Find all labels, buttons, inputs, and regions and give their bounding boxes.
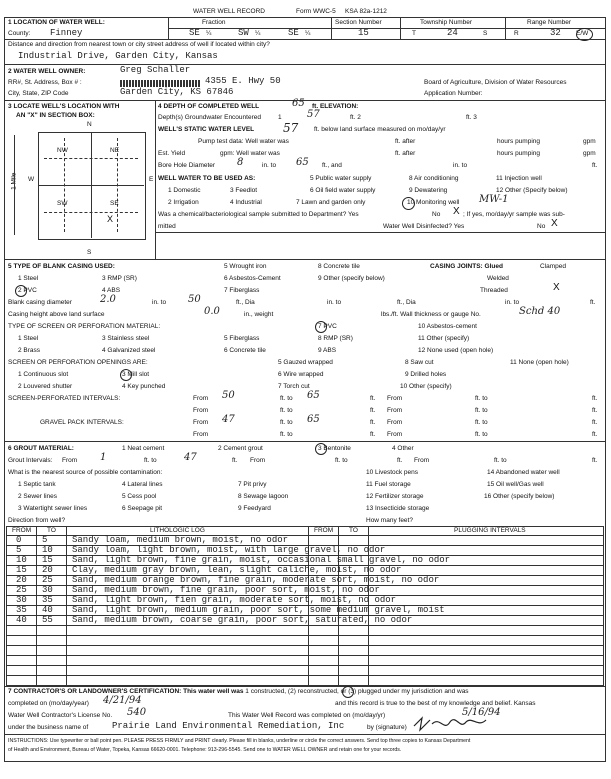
mile-label: 1 Mile [10, 172, 18, 190]
perf-label: SCREEN OR PERFORATION OPENINGS ARE: [8, 359, 148, 366]
pump-hours: hours pumping [497, 138, 540, 145]
screen-label: TYPE OF SCREEN OR PERFORATION MATERIAL: [8, 323, 161, 330]
grout-to-label-2: ft. to [335, 457, 348, 464]
disinfected-label: Water Well Disinfected? Yes [383, 223, 465, 230]
chem-no-mark: X [453, 206, 460, 217]
contam-16: 16 Other (specify below) [484, 493, 555, 500]
log-from: 5 [16, 545, 22, 555]
weight-label: in., weight [244, 311, 274, 318]
sec1-title: LOCATION OF WATER WELL: [13, 19, 105, 26]
sec6-label [8, 446, 74, 453]
gp-to-label-3: ft. to [280, 431, 293, 438]
grout-label: GROUT MATERIAL: [13, 445, 74, 452]
sec4-depth-label [158, 104, 259, 111]
sec3-number: 3 [8, 103, 12, 110]
log-header-plugging: PLUGGING INTERVALS [454, 527, 526, 534]
quarter-1: ¼ [206, 30, 212, 37]
contam-15: 15 Oil well/Gas well [487, 481, 544, 488]
gp-to-label-2: ft. to [475, 419, 488, 426]
signature-label: by (signature) [367, 724, 407, 731]
instructions-line-2: of Health and Environment, Bureau of Water, Topeka, Kansas 66620-0001. Telephone: 913-296-5545. Send one to WATER WELL OWNER and retain one for your records. [8, 747, 402, 753]
log-from: 40 [16, 615, 27, 625]
gp-to-value: 65 [307, 414, 320, 425]
sp-to-label-4: ft. to [475, 407, 488, 414]
depth-label: DEPTH OF COMPLETED WELL [163, 103, 260, 110]
south-label: S [87, 249, 92, 256]
casing-dia-value: 2.0 [100, 294, 116, 305]
screen-5: 5 Fiberglass [224, 335, 260, 342]
contam-9: 9 Feedyard [238, 505, 271, 512]
license-value: 540 [127, 707, 147, 718]
contam-label: What is the nearest source of possible contamination: [8, 469, 163, 476]
sec1-number: 1 [8, 19, 12, 26]
casing-label: TYPE OF BLANK CASING USED: [13, 263, 115, 270]
address-redaction [120, 80, 200, 87]
log-to: 25 [42, 575, 53, 585]
owner-name: Greg Schaller [120, 65, 191, 75]
grout-intervals-label: Grout Intervals: [8, 457, 53, 464]
use-4: 4 Industrial [230, 199, 262, 206]
bore-to-value: 65 [296, 157, 309, 168]
distance-label: Distance and direction from nearest town or city street address of well if located within city? [8, 41, 270, 48]
township-prefix: T [412, 30, 416, 37]
log-header-to: TO [47, 527, 56, 534]
gw1-value: 57 [307, 109, 320, 120]
mitted-label: mitted [158, 223, 176, 230]
static-label: WELL'S STATIC WATER LEVEL [158, 126, 255, 133]
city-label: City, State, ZIP Code [8, 90, 69, 97]
perf-4: 4 Key punched [122, 383, 166, 390]
cert-circle [342, 686, 354, 698]
groundwater-label: Depth(s) Groundwater Encountered [158, 114, 261, 121]
sp-from-label: From [193, 395, 209, 402]
threaded-mark: X [553, 282, 560, 293]
north-label: N [87, 121, 92, 128]
casing-8: 8 Concrete tile [318, 263, 360, 270]
casing-ft: ft. [590, 299, 596, 306]
log-description: Sand, light brown, fien grain, moderate sort, moist, no odor [72, 595, 397, 605]
nw-label: NW [57, 147, 68, 154]
gp-ft-4: ft. [592, 431, 598, 438]
use-6: 6 Oil field water supply [310, 187, 376, 194]
lithologic-log [6, 526, 604, 686]
completed-value: 4/21/94 [103, 695, 142, 706]
grout-3: 3 Bentonite [318, 445, 351, 452]
log-row-line [6, 665, 604, 666]
casing-ft-dia: ft., Dia [236, 299, 255, 306]
record-label: This Water Well Record was completed on (mo/day/yr) [228, 712, 386, 719]
pump-gpm: gpm [583, 138, 596, 145]
cert-tail: and this record is true to the best of my knowledge and belief. Kansas [335, 700, 536, 707]
screen-11: 11 Other (specify) [418, 335, 470, 342]
use-11: 11 Injection well [496, 175, 542, 182]
perf-1: 1 Continuous slot [18, 371, 69, 378]
gp-to-label: ft. to [280, 419, 293, 426]
joints-welded: Welded [487, 275, 509, 282]
screen-12: 12 None used (open hole) [418, 347, 494, 354]
contam-7: 7 Pit privy [238, 481, 267, 488]
screen-7: 7 PVC [318, 323, 337, 330]
casing-2-circle [15, 285, 27, 297]
use-10-circle [402, 197, 415, 210]
direction-label: Direction from well? [8, 517, 66, 524]
yield-gpm: gpm: Well water was [220, 150, 280, 157]
record-date: 5/16/94 [462, 707, 501, 718]
gp-from-label-3: From [193, 431, 209, 438]
board-label: Board of Agriculture, Division of Water Resources [424, 79, 567, 86]
log-to: 20 [42, 565, 53, 575]
screen-2: 2 Brass [18, 347, 41, 354]
chem-rest: ; If yes, mo/day/yr sample was sub- [463, 211, 565, 218]
casing-ft-dia-2: ft., Dia [397, 299, 416, 306]
township-value: 24 [447, 28, 458, 38]
grout-from-label-3: From [414, 457, 430, 464]
casing-in-to-3: in. to [505, 299, 520, 306]
sp-to-label-2: ft. to [475, 395, 488, 402]
log-header-from-2: FROM [314, 527, 334, 534]
contam-8: 8 Sewage lagoon [238, 493, 289, 500]
sp-to-label: ft. to [280, 395, 293, 402]
contam-5: 5 Cess pool [122, 493, 157, 500]
bore-in-to: in. to [453, 162, 468, 169]
chem-label: Was a chemical/bacteriological sample submitted to Department? Yes [158, 211, 359, 218]
use-10: 10 Monitoring well [407, 199, 460, 206]
application-label: Application Number: [424, 90, 483, 97]
grout-ft: ft. [232, 457, 238, 464]
bore-rest: ft., and [322, 162, 342, 169]
gp-ft-2: ft. [592, 419, 598, 426]
use-3: 3 Feedlot [230, 187, 258, 194]
perf-9: 9 Drilled holes [405, 371, 447, 378]
depth-value: 65 [292, 98, 305, 109]
county-label: County: [8, 30, 31, 37]
perf-5: 5 Gauzed wrapped [278, 359, 333, 366]
perf-6: 6 Wire wrapped [278, 371, 324, 378]
grout-ft-3: ft. [592, 457, 598, 464]
sec3-label [8, 104, 119, 111]
monitoring-well-id: MW-1 [479, 194, 509, 205]
perf-3-circle [120, 369, 132, 381]
contam-3: 3 Watertight sewer lines [18, 505, 88, 512]
gp-ft-3: ft. [370, 431, 376, 438]
perf-3: 3 Mill slot [122, 371, 150, 378]
log-to: 40 [42, 605, 53, 615]
gp-from-value: 47 [222, 414, 235, 425]
joints-threaded: Threaded [480, 287, 508, 294]
log-header-lithology: LITHOLOGIC LOG [150, 527, 205, 534]
log-to: 30 [42, 585, 53, 595]
township-label: Township Number [420, 19, 473, 26]
grout-4: 4 Other [392, 445, 414, 452]
log-row-line [6, 675, 604, 676]
casing-3: 3 RMP (SR) [102, 275, 137, 282]
sp-ft-4: ft. [592, 407, 598, 414]
county-value: Finney [50, 28, 83, 38]
log-description: Sand, light brown, fine grain, moist, occasional small gravel, no odor [72, 555, 451, 565]
range-prefix: R [514, 30, 519, 37]
log-to: 5 [42, 535, 48, 545]
sec5-label [8, 264, 115, 271]
cert-rest: constructed, (2) reconstructed, or (3) plugged under my jurisdiction and was [250, 688, 469, 695]
perf-10: 10 Other (specify) [400, 383, 452, 390]
grout-to-label: ft. to [144, 457, 157, 464]
height-label: Casing height above land surface [8, 311, 105, 318]
joints-clamped: Clamped [540, 263, 567, 270]
log-from: 35 [16, 605, 27, 615]
screen-9: 9 ABS [318, 347, 337, 354]
casing-in-to-2: in. to [327, 299, 342, 306]
grout-to-value: 47 [184, 452, 197, 463]
joints-label: CASING JOINTS: Glued [430, 263, 503, 270]
quarter-3: ¼ [305, 30, 311, 37]
grout-to-label-3: ft. to [494, 457, 507, 464]
grout-from-label-2: From [250, 457, 266, 464]
contam-1: 1 Septic tank [18, 481, 56, 488]
perf-11: 11 None (open hole) [510, 359, 569, 366]
yield-label: Est. Yield [158, 150, 186, 157]
casing-7: 7 Fiberglass [224, 287, 260, 294]
cert-num: 1 [245, 688, 249, 695]
quarter-2: ¼ [255, 30, 261, 37]
contam-14: 14 Abandoned water well [487, 469, 560, 476]
screen-intervals-label: SCREEN-PERFORATED INTERVALS: [8, 395, 121, 402]
contam-13: 13 Insecticide storage [366, 505, 430, 512]
fraction-2: SW [238, 28, 249, 38]
log-to: 55 [42, 615, 53, 625]
screen-6: 6 Concrete tile [224, 347, 266, 354]
sec7-cert-line [8, 689, 469, 696]
sp-ft: ft. [370, 395, 376, 402]
well-location-mark: X [107, 214, 114, 224]
sp-from-label-4: From [387, 407, 403, 414]
log-description: Sand, light brown, medium grain, poor sort, some medium gravel, moist [72, 605, 445, 615]
east-west: E/W [576, 30, 589, 37]
grout-from-value: 1 [100, 452, 107, 463]
sec2-number: 2 [8, 68, 12, 75]
casing-1: 1 Steel [18, 275, 39, 282]
grout-3-circle [315, 443, 327, 455]
yield-gpm-2: gpm [583, 150, 596, 157]
sp-from-value: 50 [222, 390, 235, 401]
log-row-line [6, 655, 604, 656]
pump-after: ft. after [395, 138, 416, 145]
chem-no: No [432, 211, 441, 218]
address-label: RR#, St. Address, Box # : [8, 79, 82, 86]
gw1-number: 1 [278, 114, 282, 121]
gp-from-label-4: From [387, 431, 403, 438]
log-row-line [6, 645, 604, 646]
range-label: Range Number [527, 19, 572, 26]
log-description: Sandy loam, medium brown, moist, no odor [72, 535, 289, 545]
bore-value: 8 [237, 157, 244, 168]
township-suffix: S [483, 30, 488, 37]
contam-10: 10 Livestock pens [366, 469, 419, 476]
height-value: 0.0 [204, 306, 220, 317]
casing-9: 9 Other (specify below) [318, 275, 385, 282]
address-value: 4355 E. Hwy 50 [205, 76, 281, 86]
signature-image [410, 712, 490, 736]
east-label: E [149, 176, 154, 183]
grout-ft-2: ft. [397, 457, 403, 464]
contam-2: 2 Sewer lines [18, 493, 58, 500]
bore-ft: ft. [592, 162, 598, 169]
section-box [38, 132, 146, 240]
sec5-number: 5 [8, 263, 12, 270]
gauge-value: Schd 40 [519, 306, 561, 317]
sp-from-label-3: From [193, 407, 209, 414]
casing-4: 4 ABS [102, 287, 121, 294]
elevation-label: ft. ELEVATION: [312, 103, 359, 110]
screen-10: 10 Asbestos-cement [418, 323, 477, 330]
use-7: 7 Lawn and garden only [296, 199, 366, 206]
license-label: Water Well Contractor's License No. [8, 712, 113, 719]
casing-6: 6 Asbestos-Cement [224, 275, 281, 282]
gauge-label: lbs./ft. Wall thickness or gauge No. [381, 311, 481, 318]
range-value: 32 [550, 28, 561, 38]
log-header-to-2: TO [349, 527, 358, 534]
sec2-title: WATER WELL OWNER: [13, 68, 86, 75]
gp-to-label-4: ft. to [475, 431, 488, 438]
perf-7: 7 Torch cut [278, 383, 310, 390]
casing-2: 2 PVC [18, 287, 37, 294]
casing-dia-label: Blank casing diameter [8, 299, 72, 306]
log-from: 20 [16, 575, 27, 585]
gp-from-label-2: From [387, 419, 403, 426]
fraction-label: Fraction [202, 19, 226, 26]
grout-2: 2 Cement grout [218, 445, 263, 452]
use-12: 12 Other (Specify below) [496, 187, 568, 194]
screen-8: 8 RMP (SR) [318, 335, 353, 342]
sec3-title: LOCATE WELL'S LOCATION WITH [13, 103, 120, 110]
sec7-number: 7 [8, 688, 12, 695]
business-value: Prairie Land Environmental Remediation, Inc [112, 721, 345, 731]
static-rest: ft. below land surface measured on mo/day/yr [314, 126, 446, 133]
log-to: 10 [42, 545, 53, 555]
sw-label: SW [57, 200, 68, 207]
use-8: 8 Air conditioning [409, 175, 459, 182]
city-value: Garden City, KS 67846 [120, 87, 234, 97]
sec6-number: 6 [8, 445, 12, 452]
use-5: 5 Public water supply [310, 175, 372, 182]
gw2-label: ft. 2 [350, 114, 361, 121]
gravel-intervals-label: GRAVEL PACK INTERVALS: [40, 419, 124, 426]
contam-4: 4 Lateral lines [122, 481, 163, 488]
distance-value: Industrial Drive, Garden City, Kansas [18, 51, 218, 61]
casing-in-to: in. to [152, 299, 167, 306]
sp-ft-2: ft. [592, 395, 598, 402]
perf-8: 8 Saw cut [405, 359, 434, 366]
sp-to-value: 65 [307, 390, 320, 401]
contam-11: 11 Fuel storage [366, 481, 411, 488]
screen-1: 1 Steel [18, 335, 39, 342]
completed-label: completed on (mo/day/year) [8, 700, 89, 707]
log-to: 35 [42, 595, 53, 605]
log-from: 15 [16, 565, 27, 575]
yield-hours: hours pumping [497, 150, 540, 157]
sp-ft-3: ft. [370, 407, 376, 414]
use-2: 2 Irrigation [168, 199, 199, 206]
grout-from-label: From [62, 457, 78, 464]
log-description: Sand, medium brown, coarse grain, poor sort, saturated, no odor [72, 615, 413, 625]
gp-from-label: From [193, 419, 209, 426]
gp-ft: ft. [370, 419, 376, 426]
log-from: 0 [16, 535, 22, 545]
sp-from-label-2: From [387, 395, 403, 402]
section-value: 15 [358, 28, 369, 38]
gw3-label: ft. 3 [466, 114, 477, 121]
sec2-label [8, 69, 85, 76]
grout-1: 1 Neat cement [122, 445, 165, 452]
bore-label: Bore Hole Diameter [158, 162, 216, 169]
form-number: Form WWC-5 [296, 8, 336, 15]
how-many-feet-label: How many feet? [366, 517, 413, 524]
section-label: Section Number [335, 19, 382, 26]
sec1-label [8, 20, 105, 27]
sec3-subtitle: AN "X" IN SECTION BOX: [16, 112, 95, 119]
cert-label: CONTRACTOR'S OR LANDOWNER'S CERTIFICATION: This water well was [13, 688, 244, 695]
ne-label: NE [110, 147, 120, 154]
contam-12: 12 Fertilizer storage [366, 493, 424, 500]
screen-7-circle [315, 321, 327, 333]
sp-to-label-3: ft. to [280, 407, 293, 414]
contam-6: 6 Seepage pit [122, 505, 163, 512]
use-label: WELL WATER TO BE USED AS: [158, 175, 256, 182]
log-row-line [6, 635, 604, 636]
screen-3: 3 Stainless steel [102, 335, 150, 342]
sec4-number: 4 [158, 103, 162, 110]
log-row-line [6, 625, 604, 626]
log-header-from: FROM [12, 527, 32, 534]
yield-after: ft. after [395, 150, 416, 157]
casing-to-value: 50 [188, 294, 201, 305]
fraction-3: SE [288, 28, 299, 38]
fraction-1: SE [189, 28, 200, 38]
log-rows [6, 535, 604, 685]
static-value: 57 [283, 121, 299, 135]
disinfected-no: No [537, 223, 546, 230]
log-description: Sand, medium brown, fine grain, poor sort, moist, no odor [72, 585, 380, 595]
form-title: WATER WELL RECORD [193, 8, 265, 15]
log-description: Clay, medium gray brown, lean, slight caliche, moist, no odor [72, 565, 402, 575]
log-description: Sand, medium orange brown, fine grain, moderate sort, moist, no odor [72, 575, 440, 585]
log-from: 25 [16, 585, 27, 595]
se-label: SE [110, 200, 119, 207]
business-label: under the business name of [8, 724, 89, 731]
bore-in: in. to [262, 162, 277, 169]
instructions-line-1: INSTRUCTIONS: Use typewriter or ball point pen. PLEASE PRESS FIRMLY and PRINT clearly. Please fill in blanks, underline or circle the correct answers. Send top three copies to Kansas Department [8, 738, 471, 744]
ksa-number: KSA 82a-1212 [345, 8, 387, 15]
log-description: Sandy loam, light brown, moist, with large gravel, no odor [72, 545, 386, 555]
west-label: W [28, 176, 35, 183]
perf-2: 2 Louvered shutter [18, 383, 73, 390]
use-1: 1 Domestic [168, 187, 201, 194]
use-9: 9 Dewatering [409, 187, 448, 194]
disinfected-no-mark: X [551, 218, 558, 229]
pump-label: Pump test data: Well water was [198, 138, 289, 145]
screen-4: 4 Galvanized steel [102, 347, 156, 354]
casing-5: 5 Wrought iron [224, 263, 267, 270]
log-from: 30 [16, 595, 27, 605]
log-from: 10 [16, 555, 27, 565]
log-to: 15 [42, 555, 53, 565]
